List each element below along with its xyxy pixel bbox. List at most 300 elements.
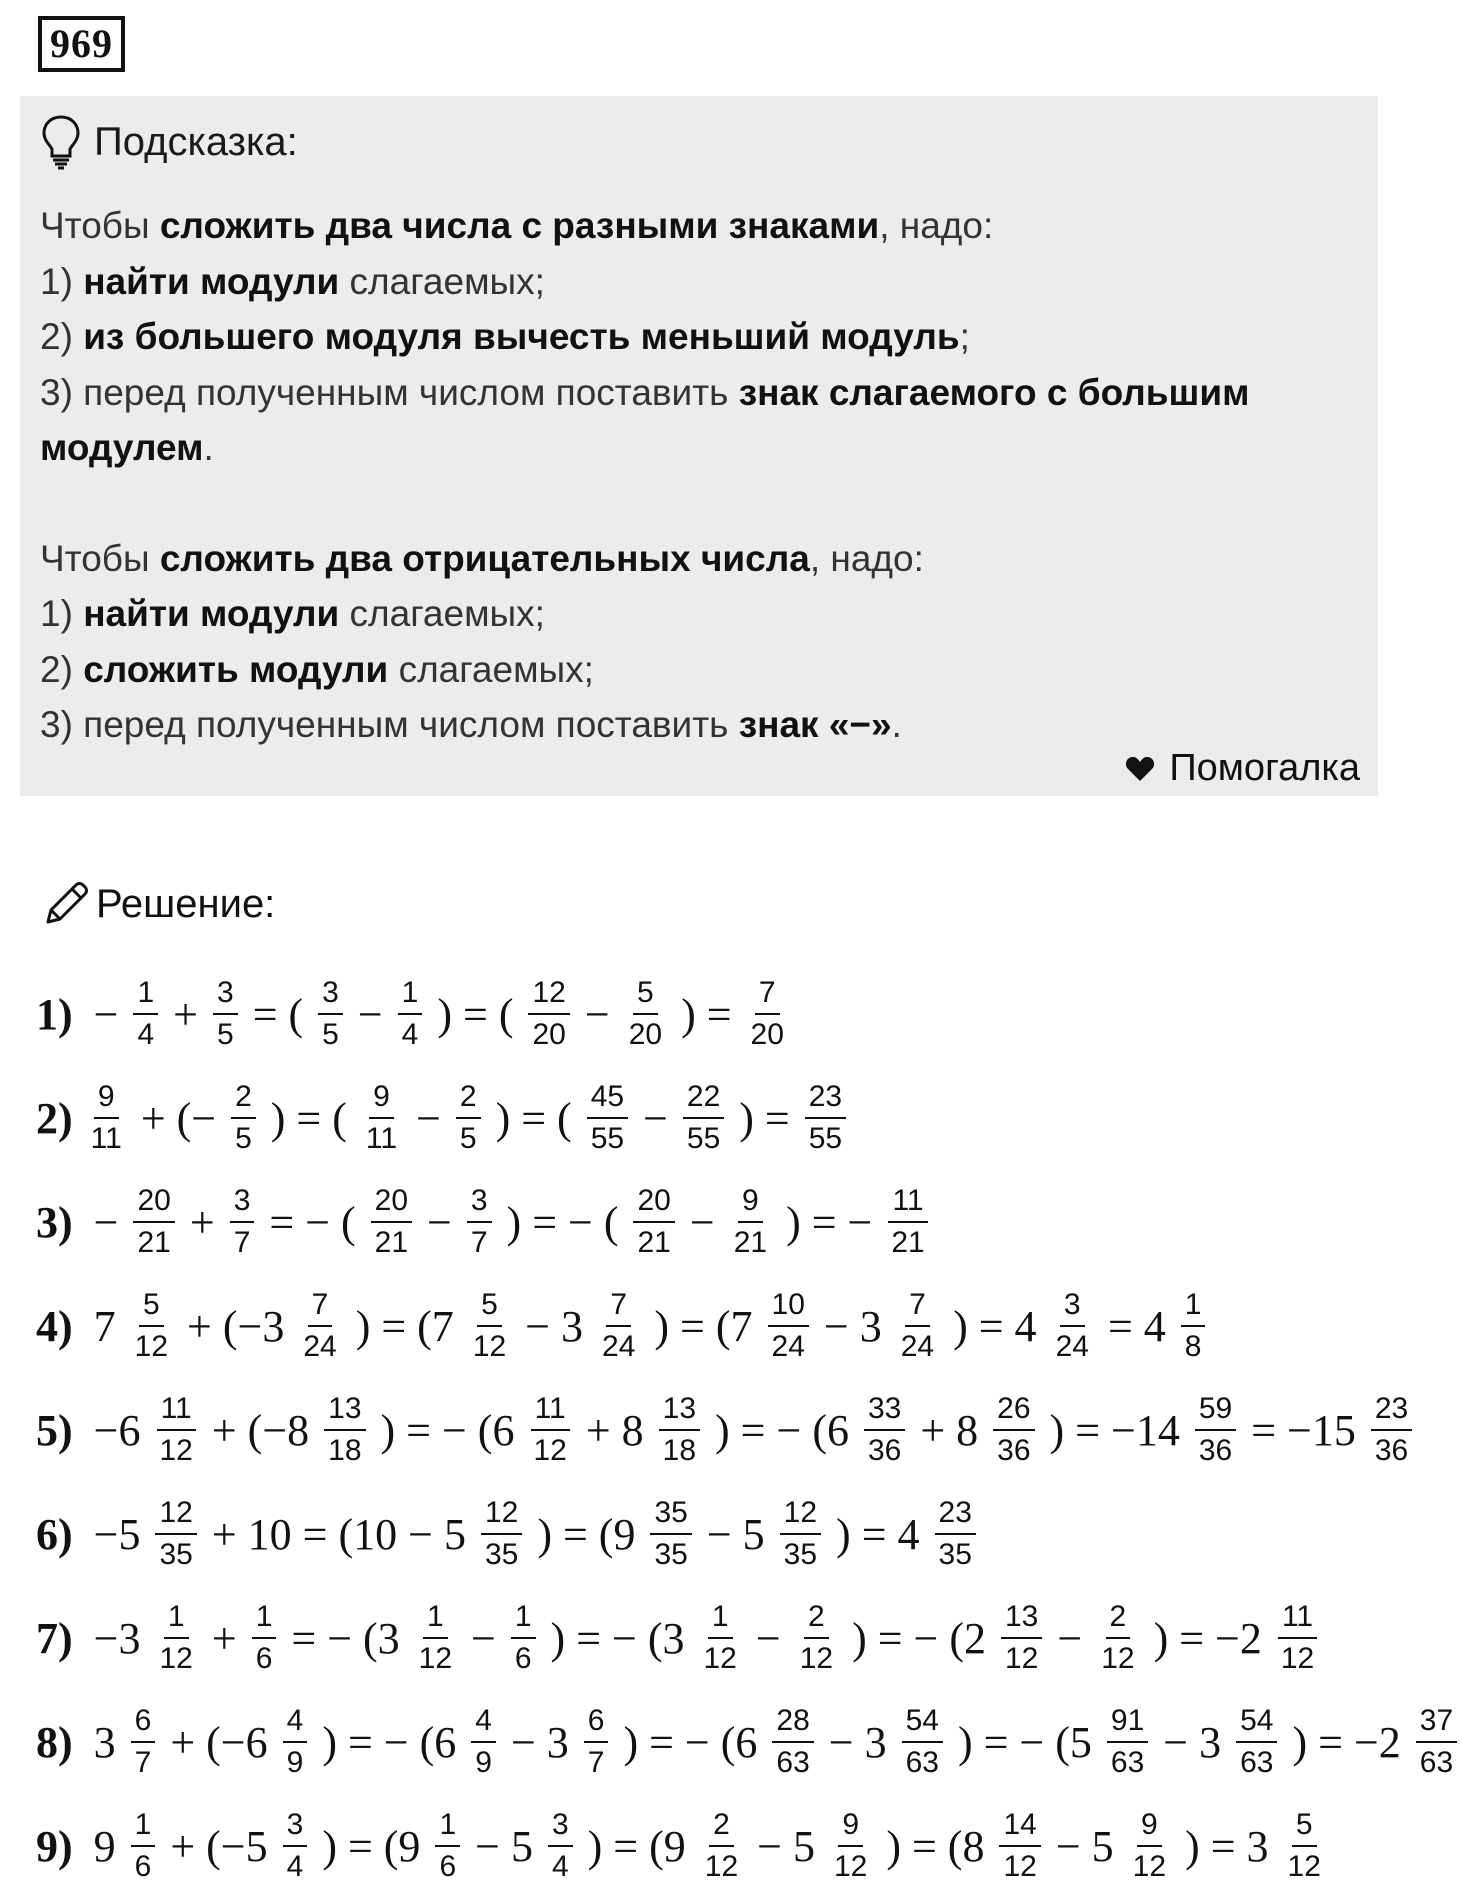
fraction-denominator: 35	[484, 1538, 519, 1571]
solution-expression	[83, 975, 792, 1053]
fraction-denominator: 12	[833, 1850, 868, 1883]
fraction-denominator: 12	[1287, 1850, 1321, 1883]
fraction	[1107, 1703, 1148, 1781]
fraction-numerator: 5	[477, 1287, 502, 1327]
expression-text: + (−3	[176, 1301, 296, 1351]
fraction-denominator: 63	[776, 1746, 810, 1779]
fraction-denominator: 24	[771, 1330, 805, 1363]
fraction-denominator: 20	[750, 1018, 784, 1051]
fraction-numerator: 54	[1236, 1703, 1277, 1743]
solution-line	[36, 1066, 1386, 1170]
expression-text: ) =	[728, 1093, 801, 1143]
fraction-denominator: 36	[867, 1434, 902, 1467]
fraction-denominator: 18	[328, 1434, 362, 1467]
fraction-numerator: 6	[584, 1703, 609, 1743]
fraction	[471, 1703, 496, 1781]
expression-text: 3	[82, 1717, 127, 1767]
expression-text: = 4	[1096, 1301, 1177, 1351]
fraction-numerator: 1	[398, 975, 423, 1015]
fraction	[324, 1391, 365, 1469]
hint-block1-step2: 2) из большего модуля вычесть меньший модуль;	[40, 316, 970, 357]
fraction-numerator: 1	[708, 1599, 733, 1639]
fraction	[481, 1495, 522, 1573]
fraction	[805, 1079, 846, 1157]
fraction	[1181, 1287, 1206, 1365]
fraction	[1277, 1599, 1318, 1677]
fraction-numerator: 5	[633, 975, 658, 1015]
expression-text: ) = (	[259, 1093, 358, 1143]
hint-title: Подсказка:	[94, 119, 298, 164]
expression-text: − 5	[746, 1821, 826, 1871]
fraction-denominator: 35	[654, 1538, 688, 1571]
fraction	[548, 1807, 573, 1885]
expression-text: ) = − (6	[704, 1405, 860, 1455]
fraction-numerator: 11	[888, 1183, 927, 1223]
expression-text: ) = −	[775, 1197, 884, 1247]
fraction	[131, 1807, 156, 1885]
expression-text: ) = (	[484, 1093, 583, 1143]
solution-number: 3)	[36, 1197, 73, 1247]
task-number: 969	[38, 16, 125, 72]
fraction-denominator: 5	[217, 1018, 234, 1051]
fraction	[1052, 1287, 1093, 1365]
fraction-numerator: 37	[1416, 1703, 1457, 1743]
fraction-denominator: 12	[1132, 1850, 1167, 1883]
expression-text: +	[162, 989, 209, 1039]
fraction	[1284, 1807, 1325, 1885]
fraction-numerator: 1	[511, 1599, 536, 1639]
fraction-numerator: 4	[471, 1703, 496, 1743]
fraction-numerator: 2	[804, 1599, 829, 1639]
fraction	[659, 1391, 700, 1469]
fraction-denominator: 24	[1055, 1330, 1089, 1363]
expression-text: ) = − (6	[311, 1717, 468, 1767]
fraction-denominator: 24	[303, 1330, 337, 1363]
fraction-numerator: 12	[528, 975, 569, 1015]
expression-text: −	[405, 1093, 452, 1143]
solution-expression	[83, 1287, 1210, 1365]
expression-text: ) = −2	[1142, 1613, 1273, 1663]
fraction-numerator: 22	[683, 1079, 724, 1119]
expression-text: + (−	[129, 1093, 228, 1143]
solution-number: 7)	[36, 1613, 73, 1663]
fraction-denominator: 4	[286, 1850, 304, 1883]
expression-text: ) = 4	[942, 1301, 1048, 1351]
fraction-numerator: 11	[157, 1391, 196, 1431]
fraction-numerator: 54	[902, 1703, 943, 1743]
fraction-denominator: 24	[900, 1330, 935, 1363]
fraction-denominator: 36	[1198, 1434, 1233, 1467]
fraction	[1371, 1391, 1412, 1469]
fraction-numerator: 9	[369, 1079, 394, 1119]
expression-text: ) = − (	[495, 1197, 630, 1247]
solution-number: 1)	[36, 989, 73, 1039]
expression-text: −	[82, 989, 130, 1039]
expression-text: = −15	[1240, 1405, 1367, 1455]
fraction-numerator: 13	[1001, 1599, 1042, 1639]
expression-text: ) = (8	[875, 1821, 996, 1871]
fraction	[699, 1599, 740, 1677]
fraction-numerator: 2	[231, 1079, 256, 1119]
fraction	[780, 1495, 821, 1573]
fraction-denominator: 63	[905, 1746, 939, 1779]
fraction-numerator: 9	[838, 1807, 863, 1847]
expression-text: − 3	[1152, 1717, 1233, 1767]
fraction-numerator: 35	[650, 1495, 691, 1535]
fraction-denominator: 63	[1110, 1746, 1145, 1779]
expression-text: −5	[82, 1509, 152, 1559]
expression-text: −	[632, 1093, 679, 1143]
fraction	[133, 1183, 174, 1261]
fraction	[283, 1807, 308, 1885]
hint-header	[40, 108, 1358, 176]
fraction-denominator: 12	[418, 1642, 453, 1675]
expression-text: −	[460, 1613, 507, 1663]
expression-text: − 3	[514, 1301, 595, 1351]
fraction-numerator: 9	[738, 1183, 763, 1223]
fraction	[768, 1287, 809, 1365]
fraction-denominator: 21	[137, 1226, 171, 1259]
fraction-denominator: 4	[401, 1018, 419, 1051]
fraction-denominator: 21	[733, 1226, 768, 1259]
fraction	[362, 1079, 401, 1157]
fraction-numerator: 59	[1195, 1391, 1236, 1431]
fraction	[318, 975, 343, 1053]
expression-text: −	[573, 989, 621, 1039]
expression-text: + (−8	[200, 1405, 321, 1455]
fraction	[528, 975, 569, 1053]
fraction-numerator: 91	[1107, 1703, 1148, 1743]
expression-text: ) = (9	[311, 1821, 432, 1871]
fraction	[584, 1703, 609, 1781]
fraction-denominator: 7	[134, 1746, 152, 1779]
fraction-denominator: 55	[686, 1122, 721, 1155]
solution-line	[36, 1378, 1409, 1482]
fraction	[230, 1183, 255, 1261]
fraction-denominator: 12	[1280, 1642, 1315, 1675]
fraction	[625, 975, 666, 1053]
fraction-denominator: 20	[532, 1018, 566, 1051]
fraction-numerator: 3	[318, 975, 343, 1015]
lightbulb-icon	[40, 114, 82, 170]
hint-block2-step3: 3) перед полученным числом поставить знак «−».	[40, 704, 902, 745]
fraction-denominator: 12	[159, 1642, 193, 1675]
fraction-denominator: 35	[783, 1538, 818, 1571]
fraction	[701, 1807, 742, 1885]
fraction	[529, 1391, 570, 1469]
expression-text: −6	[82, 1405, 152, 1455]
fraction-denominator: 11	[365, 1122, 398, 1155]
expression-text: −	[346, 989, 394, 1039]
fraction-numerator: 9	[1137, 1807, 1162, 1847]
fraction-denominator: 7	[587, 1746, 605, 1779]
fraction-numerator: 10	[768, 1287, 809, 1327]
expression-text: +	[178, 1197, 226, 1247]
fraction-numerator: 7	[905, 1287, 930, 1327]
expression-text: − 3	[817, 1717, 898, 1767]
solution-number: 9)	[36, 1821, 73, 1871]
hint-text	[40, 198, 1358, 753]
fraction-denominator: 7	[470, 1226, 488, 1259]
fraction-numerator: 7	[606, 1287, 631, 1327]
fraction	[231, 1079, 256, 1157]
fraction-numerator: 1	[131, 1807, 156, 1847]
fraction-denominator: 36	[1374, 1434, 1409, 1467]
fraction-numerator: 26	[993, 1391, 1034, 1431]
fraction	[683, 1079, 724, 1157]
expression-text: ) = −14	[1038, 1405, 1191, 1455]
fraction-numerator: 3	[230, 1183, 255, 1223]
fraction-denominator: 12	[159, 1434, 193, 1467]
expression-text: = − (	[258, 1197, 367, 1247]
fraction-numerator: 13	[659, 1391, 700, 1431]
fraction-denominator: 12	[533, 1434, 567, 1467]
expression-text: −	[416, 1197, 463, 1247]
fraction	[131, 1287, 172, 1365]
expression-text: ) = − (3	[539, 1613, 696, 1663]
expression-text: ) =	[670, 989, 743, 1039]
fraction	[1129, 1807, 1170, 1885]
fraction-numerator: 7	[755, 975, 780, 1015]
solution-line	[36, 962, 1386, 1066]
expression-text: = (	[241, 989, 315, 1039]
solution-number: 8)	[36, 1717, 73, 1767]
fraction-numerator: 9	[94, 1079, 119, 1119]
solution-expression	[83, 1495, 980, 1573]
fraction	[252, 1599, 277, 1677]
expression-text: −3	[82, 1613, 152, 1663]
fraction-numerator: 11	[531, 1391, 570, 1431]
fraction	[283, 1703, 308, 1781]
fraction-numerator: 5	[1292, 1807, 1317, 1847]
solution-title: Решение:	[96, 881, 276, 926]
expression-text: −	[1046, 1613, 1094, 1663]
solution-list	[36, 962, 1454, 1898]
fraction	[435, 1807, 460, 1885]
fraction-denominator: 5	[459, 1122, 477, 1155]
fraction-denominator: 9	[286, 1746, 304, 1779]
expression-text: + 8	[909, 1405, 990, 1455]
fraction-denominator: 6	[134, 1850, 152, 1883]
fraction	[1416, 1703, 1457, 1781]
heart-icon	[1125, 756, 1155, 782]
solution-line	[36, 1690, 1454, 1794]
fraction-numerator: 1	[133, 975, 158, 1015]
signature-text: Помогалка	[1169, 747, 1360, 789]
fraction-denominator: 12	[1005, 1642, 1039, 1675]
fraction	[213, 975, 238, 1053]
fraction	[511, 1599, 536, 1677]
solution-expression	[83, 1183, 933, 1261]
solution-line	[36, 1794, 1386, 1898]
fraction-denominator: 24	[602, 1330, 636, 1363]
expression-text: − 3	[499, 1717, 580, 1767]
expression-text: + (−5	[159, 1821, 279, 1871]
expression-text: + 8	[574, 1405, 655, 1455]
fraction	[87, 1079, 126, 1157]
solution-number: 6)	[36, 1509, 73, 1559]
fraction	[299, 1287, 340, 1365]
fraction-denominator: 20	[628, 1018, 663, 1051]
expression-text: + (−6	[159, 1717, 279, 1767]
fraction	[772, 1703, 813, 1781]
solution-line	[36, 1586, 1386, 1690]
fraction-numerator: 4	[283, 1703, 308, 1743]
fraction	[398, 975, 423, 1053]
fraction-denominator: 21	[891, 1226, 925, 1259]
fraction-numerator: 6	[131, 1703, 156, 1743]
fraction-numerator: 1	[435, 1807, 460, 1847]
expression-text: − 5	[464, 1821, 544, 1871]
hint-block1-step3: 3) перед полученным числом поставить знак слагаемого с большим модулем.	[40, 371, 1250, 468]
expression-text: + 10 = (10 − 5	[200, 1509, 477, 1559]
solution-line	[36, 1274, 1386, 1378]
fraction-numerator: 1	[1181, 1287, 1206, 1327]
hint-box	[20, 96, 1378, 796]
solution-number: 5)	[36, 1405, 73, 1455]
solution-line	[36, 1482, 1386, 1586]
expression-text: − 5	[1044, 1821, 1125, 1871]
fraction-denominator: 5	[235, 1122, 252, 1155]
fraction-numerator: 11	[1278, 1599, 1317, 1639]
pencil-icon	[40, 878, 92, 930]
fraction	[864, 1391, 905, 1469]
fraction-numerator: 23	[935, 1495, 976, 1535]
fraction	[371, 1183, 412, 1261]
fraction-denominator: 12	[799, 1642, 834, 1675]
expression-text: −	[744, 1613, 792, 1663]
expression-text: −	[678, 1197, 726, 1247]
fraction	[598, 1287, 639, 1365]
hint-block2-intro: Чтобы сложить два отрицательных числа, надо:	[40, 537, 924, 579]
expression-text: ) = (9	[576, 1821, 697, 1871]
fraction-numerator: 2	[709, 1807, 734, 1847]
fraction-numerator: 23	[805, 1079, 846, 1119]
fraction-numerator: 7	[308, 1287, 333, 1327]
hint-block1-intro: Чтобы сложить два числа с разными знаками, надо:	[40, 205, 994, 246]
expression-text: +	[200, 1613, 248, 1663]
fraction-denominator: 12	[703, 1642, 737, 1675]
fraction	[587, 1079, 628, 1157]
solution-expression	[83, 1079, 850, 1157]
fraction-denominator: 12	[472, 1330, 507, 1363]
fraction	[887, 1183, 928, 1261]
fraction-denominator: 4	[137, 1018, 155, 1051]
fraction-numerator: 12	[780, 1495, 821, 1535]
fraction-denominator: 63	[1240, 1746, 1274, 1779]
fraction	[902, 1703, 943, 1781]
fraction-numerator: 12	[481, 1495, 522, 1535]
fraction-denominator: 12	[704, 1850, 739, 1883]
fraction-numerator: 28	[772, 1703, 813, 1743]
fraction	[155, 1599, 196, 1677]
fraction	[415, 1599, 456, 1677]
fraction-numerator: 3	[1060, 1287, 1085, 1327]
solution-header	[40, 878, 275, 930]
fraction-numerator: 12	[155, 1495, 196, 1535]
fraction	[1001, 1599, 1042, 1677]
signature	[1125, 747, 1360, 790]
fraction	[1195, 1391, 1236, 1469]
fraction-denominator: 9	[475, 1746, 492, 1779]
fraction	[796, 1599, 837, 1677]
fraction-numerator: 14	[999, 1807, 1040, 1847]
fraction-denominator: 12	[1003, 1850, 1037, 1883]
fraction	[999, 1807, 1040, 1885]
solution-expression	[83, 1807, 1329, 1885]
fraction-numerator: 20	[371, 1183, 412, 1223]
expression-text: − 5	[695, 1509, 776, 1559]
fraction-denominator: 11	[90, 1122, 122, 1155]
solution-line	[36, 1170, 1386, 1274]
solution-expression	[83, 1703, 1461, 1781]
expression-text: ) = (7	[643, 1301, 764, 1351]
expression-text: ) = −2	[1281, 1717, 1412, 1767]
fraction	[830, 1807, 871, 1885]
fraction-numerator: 33	[864, 1391, 905, 1431]
fraction-denominator: 6	[439, 1850, 457, 1883]
expression-text: ) = − (2	[841, 1613, 997, 1663]
expression-text: ) = 3	[1174, 1821, 1280, 1871]
fraction-denominator: 4	[551, 1850, 569, 1883]
solution-expression	[83, 1391, 1417, 1469]
solution-number: 2)	[36, 1093, 73, 1143]
expression-text: 9	[82, 1821, 127, 1871]
fraction	[897, 1287, 938, 1365]
expression-text: ) = (9	[526, 1509, 647, 1559]
expression-text: ) = 4	[825, 1509, 931, 1559]
fraction	[650, 1495, 691, 1573]
fraction-denominator: 5	[322, 1018, 339, 1051]
fraction	[155, 1391, 196, 1469]
fraction-denominator: 35	[159, 1538, 193, 1571]
fraction-numerator: 3	[213, 975, 238, 1015]
solution-expression	[83, 1599, 1323, 1677]
fraction-numerator: 5	[139, 1287, 164, 1327]
fraction	[133, 975, 158, 1053]
expression-text: 7	[82, 1301, 127, 1351]
fraction-numerator: 3	[283, 1807, 308, 1847]
expression-text: ) = − (6	[612, 1717, 769, 1767]
fraction-numerator: 13	[324, 1391, 365, 1431]
fraction-numerator: 1	[164, 1599, 189, 1639]
fraction-numerator: 2	[1106, 1599, 1131, 1639]
fraction-denominator: 18	[662, 1434, 697, 1467]
fraction	[469, 1287, 510, 1365]
fraction	[1097, 1599, 1138, 1677]
fraction-numerator: 3	[548, 1807, 573, 1847]
solution-number: 4)	[36, 1301, 73, 1351]
expression-text: − 3	[812, 1301, 893, 1351]
fraction-numerator: 2	[456, 1079, 481, 1119]
fraction-denominator: 21	[637, 1226, 671, 1259]
expression-text: ) = − (5	[946, 1717, 1103, 1767]
fraction-numerator: 1	[252, 1599, 277, 1639]
hint-block1-step1: 1) найти модули слагаемых;	[40, 260, 545, 302]
fraction	[747, 975, 788, 1053]
fraction-denominator: 7	[233, 1226, 251, 1259]
fraction-denominator: 21	[374, 1226, 409, 1259]
fraction-numerator: 1	[423, 1599, 448, 1639]
expression-text: = − (3	[280, 1613, 411, 1663]
fraction	[633, 1183, 674, 1261]
fraction	[993, 1391, 1034, 1469]
fraction	[1236, 1703, 1277, 1781]
fraction-denominator: 12	[134, 1330, 169, 1363]
hint-block2-step2: 2) сложить модули слагаемых;	[40, 648, 594, 690]
fraction-numerator: 20	[633, 1183, 674, 1223]
fraction-denominator: 36	[997, 1434, 1031, 1467]
